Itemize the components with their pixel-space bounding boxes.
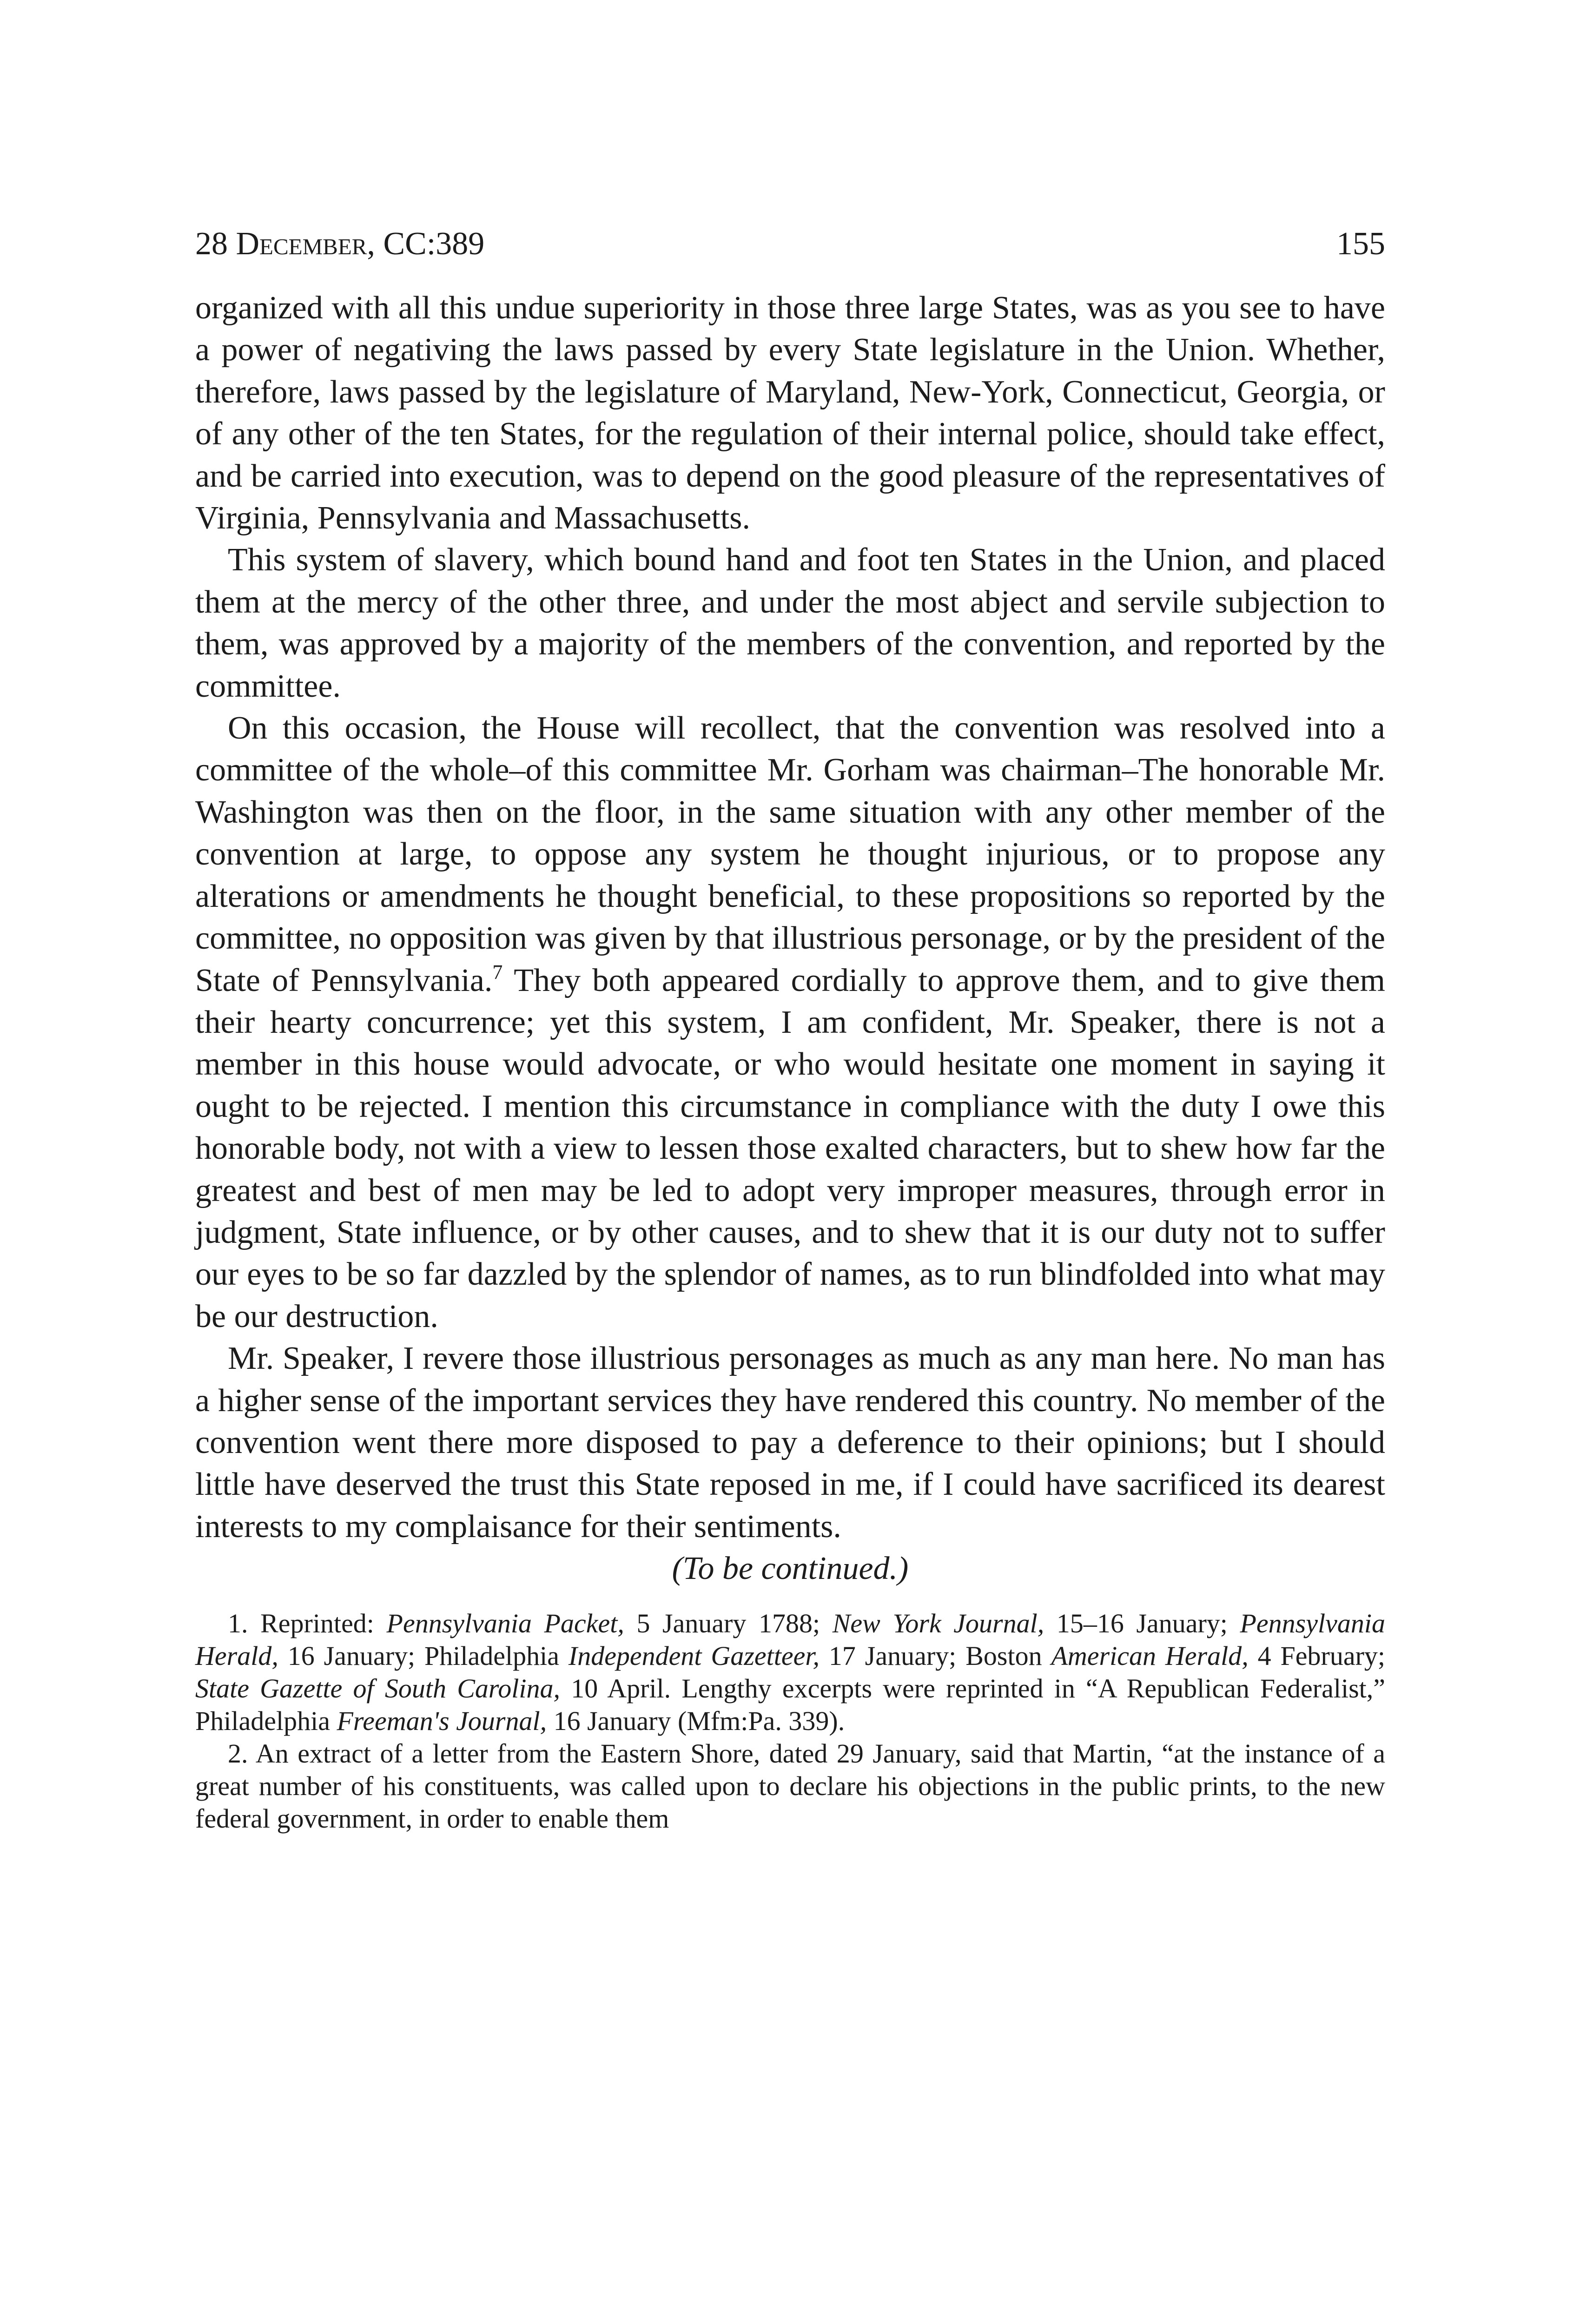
paragraph-2: This system of slavery, which bound hand and foot ten States in the Union, and placed them at the mercy of the other three, and under the most abject and servile subjection to them, was approved by a majority of the members of the convention, and reported by the committee. <box>195 542 1385 704</box>
footnote-reference-7: 7 <box>492 960 503 984</box>
to-be-continued: (To be continued.) <box>672 1551 909 1587</box>
paragraph-1: organized with all this undue superiority in those three large States, was as you see to have a power of negativing the laws passed by every State legislature in the Union. Whether, therefore, laws passed by the legislature of Maryland, New-York, Connecticut, Georgia, or of any other of the ten States, for the regulation of their internal police, should take effect, and be carried into execution, was to depend on the good pleasure of the representatives of Virginia, Pennsylvania and Massachusetts. <box>195 290 1385 536</box>
running-head-month: December <box>236 226 367 262</box>
document-page <box>195 223 1385 1835</box>
paragraph-3-part-2: They both appeared cordially to approve them, and to give them their hearty concurrence; yet this system, I am confident, Mr. Speaker, there is not a member in this house would advocate, or who would hesitate one moment in saying it ought to be rejected. I mention this circumstance in compliance with the duty I owe this honorable body, not with a view to lessen those exalted characters, but to shew how far the greatest and best of men may be led to adopt very improper measures, through error in judgment, State influence, or by other causes, and to shew that it is our duty not to suffer our eyes to be so far dazzled by the splendor of names, as to run blindfolded into what may be our destruction. <box>195 962 1385 1334</box>
footnotes <box>195 1607 1385 1835</box>
paragraph-4: Mr. Speaker, I revere those illustrious personages as much as any man here. No man has a higher sense of the important services they have rendered this country. No member of the convention went there more disposed to pay a deference to their opinions; but I should little have deserved the trust this State reposed in me, if I could have sacrificed its dearest interests to my complaisance for their sentiments. <box>195 1340 1385 1545</box>
footnote-2: 2. An extract of a letter from the Eastern Shore, dated 29 January, said that Martin, “at the instance of a great number of his constituents, was called upon to declare his objections in the public prints, to the new federal government, in order to enable them <box>195 1738 1385 1834</box>
paragraph-3 <box>195 707 1385 1338</box>
body-text <box>195 287 1385 1548</box>
paragraph-3-part-1: On this occasion, the House will recollect, that the convention was resolved into a committee of the whole–of this committee Mr. Gorham was chairman–The honorable Mr. Washington was then on the floor, in the same situation with any other member of the convention at large, to oppose any system he thought injurious, or to propose any alterations or amendments he thought beneficial, to these propositions so reported by the committee, no opposition was given by that illustrious personage, or by the president of the State of Pennsylvania. <box>195 710 1385 998</box>
running-head-title: 28 December, CC:389 <box>195 226 485 262</box>
running-head <box>195 223 1385 265</box>
footnote-1: 1. Reprinted: Pennsylvania Packet, 5 January 1788; New York Journal, 15–16 January; Pennsylvania Herald, 16 January; Philadelphia Independent Gazetteer, 17 January; Boston American Herald, 4 February; State Gazette of South Carolina, 10 April. Lengthy excerpts were reprinted in “A Republican Federalist,” Philadelphia Freeman's Journal, 16 January (Mfm:Pa. 339). <box>195 1608 1385 1736</box>
page-number: 155 <box>1336 226 1385 262</box>
